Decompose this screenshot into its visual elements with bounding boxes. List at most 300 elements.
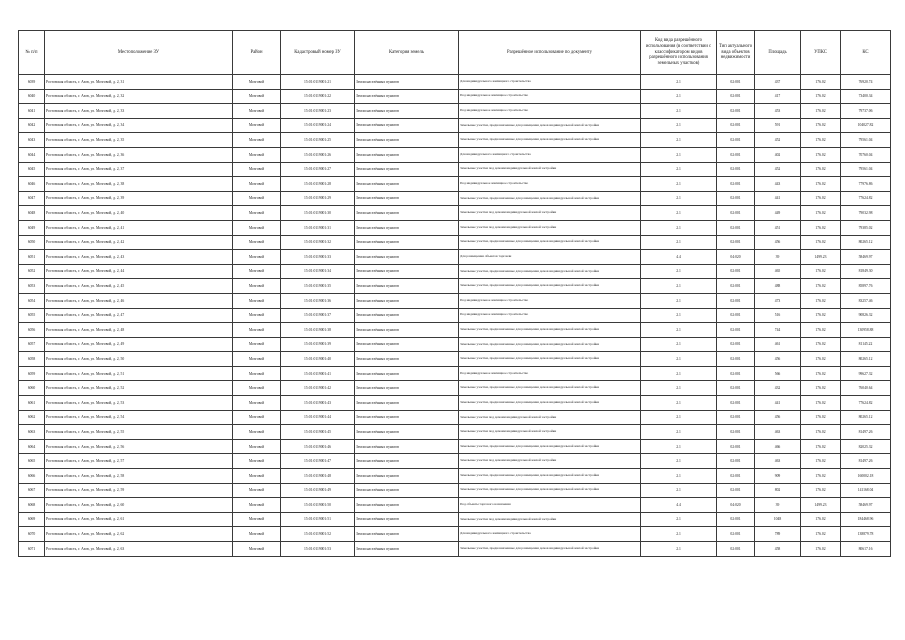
row-use-code: 2.1 xyxy=(641,542,717,557)
row-upks: 176.02 xyxy=(801,396,841,411)
table-row xyxy=(19,483,891,498)
header-use-code: Код вида разрешённого использования (в соответствии с классификатором видов разрешённого использования земельных участков) xyxy=(641,31,717,75)
row-area: 417 xyxy=(755,89,801,104)
row-ks: 79737.06 xyxy=(841,104,891,119)
row-number: 6052 xyxy=(19,264,45,279)
row-upks: 176.02 xyxy=(801,308,841,323)
row-area: 591 xyxy=(755,118,801,133)
row-district: Мозговой xyxy=(233,75,281,90)
row-object-type: 02:001 xyxy=(717,89,755,104)
row-use-code: 2.1 xyxy=(641,206,717,221)
row-use-code: 2.1 xyxy=(641,483,717,498)
row-land-category: Земли населённых пунктов xyxy=(355,279,459,294)
row-number: 6051 xyxy=(19,250,45,265)
row-cadastral-number: 15:01:0119001:44 xyxy=(281,410,355,425)
row-land-category: Земли населённых пунктов xyxy=(355,104,459,119)
row-use-code: 2.1 xyxy=(641,220,717,235)
row-ks: 138879.78 xyxy=(841,527,891,542)
row-location: Ростовская область, г. Азов, ул. Мозговой, д. 2, 54 xyxy=(45,410,233,425)
row-upks: 176.02 xyxy=(801,104,841,119)
row-land-category: Земли населённых пунктов xyxy=(355,527,459,542)
row-number: 6067 xyxy=(19,483,45,498)
row-location: Ростовская область, г. Азов, ул. Мозговой, д. 2, 33 xyxy=(45,104,233,119)
row-use-code: 2.1 xyxy=(641,512,717,527)
row-location: Ростовская область, г. Азов, ул. Мозговой, д. 2, 48 xyxy=(45,323,233,338)
row-ks: 83257.46 xyxy=(841,293,891,308)
row-area: 516 xyxy=(755,308,801,323)
row-permitted-use: Земельные участки, предназначенные для размещения домов индивидуальной жилой застройки xyxy=(459,118,641,133)
row-location: Ростовская область, г. Азов, ул. Мозговой, д. 2, 52 xyxy=(45,381,233,396)
row-area: 909 xyxy=(755,469,801,484)
row-cadastral-number: 15:01:0119001:46 xyxy=(281,439,355,454)
row-use-code: 2.1 xyxy=(641,147,717,162)
table-row xyxy=(19,118,891,133)
row-permitted-use: Земельные участки, предназначенные для размещения домов индивидуальной жилой застройки xyxy=(459,381,641,396)
table-row xyxy=(19,527,891,542)
row-district: Мозговой xyxy=(233,264,281,279)
row-ks: 90826.32 xyxy=(841,308,891,323)
row-area: 463 xyxy=(755,425,801,440)
row-number: 6061 xyxy=(19,396,45,411)
row-land-category: Земли населённых пунктов xyxy=(355,89,459,104)
row-land-category: Земли населённых пунктов xyxy=(355,542,459,557)
row-object-type: 02:001 xyxy=(717,381,755,396)
row-cadastral-number: 15:01:0119001:40 xyxy=(281,352,355,367)
row-object-type: 02:001 xyxy=(717,323,755,338)
row-permitted-use: Земельные участки под домами индивидуальной жилой застройки xyxy=(459,410,641,425)
row-land-category: Земли населённых пунктов xyxy=(355,323,459,338)
row-area: 452 xyxy=(755,162,801,177)
table-row xyxy=(19,337,891,352)
row-district: Мозговой xyxy=(233,308,281,323)
row-location: Ростовская область, г. Азов, ул. Мозговой, д. 2, 31 xyxy=(45,75,233,90)
row-ks: 104027.82 xyxy=(841,118,891,133)
row-use-code: 2.1 xyxy=(641,162,717,177)
row-district: Мозговой xyxy=(233,104,281,119)
row-cadastral-number: 15:01:0119001:53 xyxy=(281,542,355,557)
row-area: 449 xyxy=(755,206,801,221)
row-location: Ростовская область, г. Азов, ул. Мозговой, д. 2, 63 xyxy=(45,542,233,557)
row-location: Ростовская область, г. Азов, ул. Мозговой, д. 2, 39 xyxy=(45,191,233,206)
row-district: Мозговой xyxy=(233,425,281,440)
table-row xyxy=(19,104,891,119)
row-upks: 176.02 xyxy=(801,206,841,221)
row-number: 6064 xyxy=(19,439,45,454)
row-number: 6066 xyxy=(19,469,45,484)
table-row xyxy=(19,133,891,148)
row-object-type: 02:001 xyxy=(717,162,755,177)
row-location: Ростовская область, г. Азов, ул. Мозговой, д. 2, 42 xyxy=(45,235,233,250)
row-district: Мозговой xyxy=(233,439,281,454)
row-ks: 73400.34 xyxy=(841,89,891,104)
row-use-code: 2.1 xyxy=(641,439,717,454)
row-number: 6039 xyxy=(19,75,45,90)
row-ks: 81849.30 xyxy=(841,264,891,279)
row-ks: 160002.18 xyxy=(841,469,891,484)
row-object-type: 04:020 xyxy=(717,250,755,265)
row-district: Мозговой xyxy=(233,89,281,104)
row-object-type: 04:020 xyxy=(717,498,755,513)
row-number: 6068 xyxy=(19,498,45,513)
row-cadastral-number: 15:01:0119001:21 xyxy=(281,75,355,90)
row-number: 6065 xyxy=(19,454,45,469)
row-upks: 176.02 xyxy=(801,264,841,279)
row-ks: 80265.12 xyxy=(841,352,891,367)
table-row xyxy=(19,308,891,323)
row-upks: 1499.23 xyxy=(801,498,841,513)
row-use-code: 2.1 xyxy=(641,89,717,104)
header-number: № п/п xyxy=(19,31,45,75)
table-row xyxy=(19,293,891,308)
row-permitted-use: Земельные участки под домами индивидуальной жилой застройки xyxy=(459,425,641,440)
row-number: 6069 xyxy=(19,512,45,527)
row-district: Мозговой xyxy=(233,235,281,250)
row-ks: 184468.96 xyxy=(841,512,891,527)
row-land-category: Земли населённых пунктов xyxy=(355,191,459,206)
row-location: Ростовская область, г. Азов, ул. Мозговой, д. 2, 55 xyxy=(45,425,233,440)
row-number: 6060 xyxy=(19,381,45,396)
row-permitted-use: Земельные участки, предназначенные для размещения домов индивидуальной жилой застройки xyxy=(459,483,641,498)
row-use-code: 2.1 xyxy=(641,323,717,338)
row-number: 6054 xyxy=(19,293,45,308)
row-district: Мозговой xyxy=(233,512,281,527)
row-location: Ростовская область, г. Азов, ул. Мозговой, д. 2, 40 xyxy=(45,206,233,221)
row-land-category: Земли населённых пунктов xyxy=(355,425,459,440)
row-district: Мозговой xyxy=(233,483,281,498)
row-permitted-use: Земельные участки, предназначенные для размещения домов индивидуальной жилой застройки xyxy=(459,337,641,352)
row-use-code: 4.4 xyxy=(641,250,717,265)
row-cadastral-number: 15:01:0119001:50 xyxy=(281,498,355,513)
row-ks: 80265.12 xyxy=(841,235,891,250)
row-permitted-use: Земельные участки, предназначенные для размещения домов индивидуальной жилой застройки xyxy=(459,323,641,338)
row-cadastral-number: 15:01:0119001:25 xyxy=(281,133,355,148)
row-permitted-use: Земельные участки под домами индивидуальной жилой застройки xyxy=(459,454,641,469)
row-cadastral-number: 15:01:0119001:51 xyxy=(281,512,355,527)
row-number: 6059 xyxy=(19,366,45,381)
row-ks: 77624.82 xyxy=(841,396,891,411)
row-use-code: 2.1 xyxy=(641,75,717,90)
header-upks: УПКС xyxy=(801,31,841,75)
row-land-category: Земли населённых пунктов xyxy=(355,381,459,396)
row-cadastral-number: 15:01:0119001:45 xyxy=(281,425,355,440)
row-object-type: 02:001 xyxy=(717,396,755,411)
row-permitted-use: Для индивидуального жилищного строительства xyxy=(459,75,641,90)
row-land-category: Земли населённых пунктов xyxy=(355,250,459,265)
row-cadastral-number: 15:01:0119001:31 xyxy=(281,220,355,235)
row-use-code: 2.1 xyxy=(641,337,717,352)
row-land-category: Земли населённых пунктов xyxy=(355,264,459,279)
row-ks: 85897.76 xyxy=(841,279,891,294)
row-cadastral-number: 15:01:0119001:27 xyxy=(281,162,355,177)
table-row xyxy=(19,425,891,440)
row-permitted-use: Для индивидуального жилищного строительства xyxy=(459,147,641,162)
row-location: Ростовская область, г. Азов, ул. Мозговой, д. 2, 57 xyxy=(45,454,233,469)
row-area: 465 xyxy=(755,264,801,279)
row-upks: 176.02 xyxy=(801,542,841,557)
row-location: Ростовская область, г. Азов, ул. Мозговой, д. 2, 41 xyxy=(45,220,233,235)
row-object-type: 02:001 xyxy=(717,483,755,498)
row-location: Ростовская область, г. Азов, ул. Мозговой, д. 2, 45 xyxy=(45,279,233,294)
table-row xyxy=(19,264,891,279)
row-district: Мозговой xyxy=(233,147,281,162)
row-cadastral-number: 15:01:0119001:30 xyxy=(281,206,355,221)
row-use-code: 2.1 xyxy=(641,279,717,294)
table-header-row xyxy=(19,31,891,75)
row-area: 456 xyxy=(755,352,801,367)
register-sheet xyxy=(18,30,890,557)
row-land-category: Земли населённых пунктов xyxy=(355,118,459,133)
header-permitted-use: Разрешённое использование по документу xyxy=(459,31,641,75)
row-cadastral-number: 15:01:0119001:23 xyxy=(281,104,355,119)
row-district: Мозговой xyxy=(233,206,281,221)
row-ks: 99627.32 xyxy=(841,366,891,381)
row-number: 6047 xyxy=(19,191,45,206)
row-location: Ростовская область, г. Азов, ул. Мозговой, д. 2, 56 xyxy=(45,439,233,454)
row-upks: 1499.23 xyxy=(801,250,841,265)
row-permitted-use: Земельные участки, предназначенные для размещения домов индивидуальной жилой застройки xyxy=(459,542,641,557)
row-permitted-use: Земельные участки, предназначенные для размещения домов индивидуальной жилой застройки xyxy=(459,279,641,294)
row-area: 451 xyxy=(755,220,801,235)
table-row xyxy=(19,191,891,206)
row-object-type: 02:001 xyxy=(717,264,755,279)
row-number: 6043 xyxy=(19,133,45,148)
row-district: Мозговой xyxy=(233,323,281,338)
table-row xyxy=(19,147,891,162)
row-ks: 141168.04 xyxy=(841,483,891,498)
row-number: 6055 xyxy=(19,308,45,323)
row-cadastral-number: 15:01:0119001:52 xyxy=(281,527,355,542)
table-row xyxy=(19,542,891,557)
header-location: Местоположение ЗУ xyxy=(45,31,233,75)
row-upks: 176.02 xyxy=(801,279,841,294)
row-object-type: 02:001 xyxy=(717,293,755,308)
row-area: 437 xyxy=(755,75,801,90)
row-upks: 176.02 xyxy=(801,220,841,235)
row-district: Мозговой xyxy=(233,396,281,411)
row-land-category: Земли населённых пунктов xyxy=(355,75,459,90)
header-ks: КС xyxy=(841,31,891,75)
row-number: 6042 xyxy=(19,118,45,133)
row-use-code: 2.1 xyxy=(641,454,717,469)
row-permitted-use: Под объекты торгового назначения xyxy=(459,498,641,513)
row-upks: 176.02 xyxy=(801,177,841,192)
row-district: Мозговой xyxy=(233,527,281,542)
row-land-category: Земли населённых пунктов xyxy=(355,352,459,367)
row-upks: 176.02 xyxy=(801,191,841,206)
row-land-category: Земли населённых пунктов xyxy=(355,293,459,308)
row-location: Ростовская область, г. Азов, ул. Мозговой, д. 2, 51 xyxy=(45,366,233,381)
row-number: 6057 xyxy=(19,337,45,352)
row-upks: 176.02 xyxy=(801,425,841,440)
row-object-type: 02:001 xyxy=(717,118,755,133)
row-land-category: Земли населённых пунктов xyxy=(355,366,459,381)
table-row xyxy=(19,366,891,381)
row-ks: 79561.04 xyxy=(841,162,891,177)
header-land-category: Категория земель xyxy=(355,31,459,75)
row-number: 6044 xyxy=(19,147,45,162)
row-object-type: 02:001 xyxy=(717,337,755,352)
row-permitted-use: Под индивидуальное жилищное строительство xyxy=(459,366,641,381)
row-cadastral-number: 15:01:0119001:48 xyxy=(281,469,355,484)
row-object-type: 02:001 xyxy=(717,366,755,381)
row-ks: 79385.02 xyxy=(841,220,891,235)
row-upks: 176.02 xyxy=(801,469,841,484)
table-row xyxy=(19,220,891,235)
row-ks: 80265.12 xyxy=(841,410,891,425)
row-permitted-use: Под индивидуальное жилищное строительство xyxy=(459,293,641,308)
row-upks: 176.02 xyxy=(801,162,841,177)
row-location: Ростовская область, г. Азов, ул. Мозговой, д. 2, 50 xyxy=(45,352,233,367)
table-row xyxy=(19,512,891,527)
row-use-code: 4.4 xyxy=(641,498,717,513)
table-row xyxy=(19,410,891,425)
row-land-category: Земли населённых пунктов xyxy=(355,498,459,513)
row-cadastral-number: 15:01:0119001:37 xyxy=(281,308,355,323)
row-ks: 77624.82 xyxy=(841,191,891,206)
row-upks: 176.02 xyxy=(801,381,841,396)
row-ks: 81497.26 xyxy=(841,425,891,440)
row-number: 6056 xyxy=(19,323,45,338)
row-land-category: Земли населённых пунктов xyxy=(355,512,459,527)
row-number: 6041 xyxy=(19,104,45,119)
row-use-code: 2.1 xyxy=(641,177,717,192)
row-area: 789 xyxy=(755,527,801,542)
header-district: Район xyxy=(233,31,281,75)
row-area: 443 xyxy=(755,177,801,192)
row-district: Мозговой xyxy=(233,293,281,308)
row-number: 6070 xyxy=(19,527,45,542)
row-cadastral-number: 15:01:0119001:35 xyxy=(281,279,355,294)
row-location: Ростовская область, г. Азов, ул. Мозговой, д. 2, 43 xyxy=(45,250,233,265)
row-cadastral-number: 15:01:0119001:39 xyxy=(281,337,355,352)
row-ks: 81497.26 xyxy=(841,454,891,469)
row-ks: 80617.16 xyxy=(841,542,891,557)
row-land-category: Земли населённых пунктов xyxy=(355,308,459,323)
row-location: Ростовская область, г. Азов, ул. Мозговой, д. 2, 44 xyxy=(45,264,233,279)
row-land-category: Земли населённых пунктов xyxy=(355,439,459,454)
row-number: 6058 xyxy=(19,352,45,367)
row-area: 402 xyxy=(755,147,801,162)
row-cadastral-number: 15:01:0119001:26 xyxy=(281,147,355,162)
row-object-type: 02:001 xyxy=(717,454,755,469)
row-location: Ростовская область, г. Азов, ул. Мозговой, д. 2, 34 xyxy=(45,118,233,133)
row-land-category: Земли населённых пунктов xyxy=(355,162,459,177)
row-object-type: 02:001 xyxy=(717,104,755,119)
row-object-type: 02:001 xyxy=(717,75,755,90)
row-permitted-use: Земельные участки, предназначенные для размещения домов индивидуальной жилой застройки xyxy=(459,396,641,411)
header-object-type: Тип актуального вида объектов недвижимости xyxy=(717,31,755,75)
row-permitted-use: Земельные участки, предназначенные для размещения домов индивидуальной жилой застройки xyxy=(459,235,641,250)
row-area: 453 xyxy=(755,104,801,119)
table-row xyxy=(19,454,891,469)
row-area: 473 xyxy=(755,293,801,308)
row-ks: 58469.97 xyxy=(841,498,891,513)
cadastral-register-table xyxy=(18,30,891,557)
row-upks: 176.02 xyxy=(801,410,841,425)
row-cadastral-number: 15:01:0119001:32 xyxy=(281,235,355,250)
row-district: Мозговой xyxy=(233,469,281,484)
row-district: Мозговой xyxy=(233,118,281,133)
row-upks: 176.02 xyxy=(801,439,841,454)
row-permitted-use: Земельные участки, предназначенные для размещения домов индивидуальной жилой застройки xyxy=(459,439,641,454)
row-use-code: 2.1 xyxy=(641,381,717,396)
row-use-code: 2.1 xyxy=(641,118,717,133)
row-cadastral-number: 15:01:0119001:29 xyxy=(281,191,355,206)
row-land-category: Земли населённых пунктов xyxy=(355,147,459,162)
row-use-code: 2.1 xyxy=(641,264,717,279)
row-number: 6050 xyxy=(19,235,45,250)
row-permitted-use: Земельные участки, предназначенные для размещения домов индивидуальной жилой застройки xyxy=(459,191,641,206)
row-upks: 176.02 xyxy=(801,293,841,308)
row-upks: 176.02 xyxy=(801,527,841,542)
row-cadastral-number: 15:01:0119001:33 xyxy=(281,250,355,265)
row-land-category: Земли населённых пунктов xyxy=(355,177,459,192)
row-cadastral-number: 15:01:0119001:43 xyxy=(281,396,355,411)
row-location: Ростовская область, г. Азов, ул. Мозговой, д. 2, 32 xyxy=(45,89,233,104)
row-permitted-use: Земельные участки, предназначенные для размещения домов индивидуальной жилой застройки xyxy=(459,264,641,279)
row-land-category: Земли населённых пунктов xyxy=(355,206,459,221)
row-land-category: Земли населённых пунктов xyxy=(355,483,459,498)
row-district: Мозговой xyxy=(233,250,281,265)
row-area: 1048 xyxy=(755,512,801,527)
row-permitted-use: Земельные участки, предназначенные для размещения домов индивидуальной жилой застройки xyxy=(459,133,641,148)
row-district: Мозговой xyxy=(233,177,281,192)
row-upks: 176.02 xyxy=(801,512,841,527)
row-use-code: 2.1 xyxy=(641,293,717,308)
row-land-category: Земли населённых пунктов xyxy=(355,337,459,352)
row-land-category: Земли населённых пунктов xyxy=(355,396,459,411)
row-district: Мозговой xyxy=(233,542,281,557)
row-object-type: 02:001 xyxy=(717,439,755,454)
row-permitted-use: Земельные участки под домами индивидуальной жилой застройки xyxy=(459,512,641,527)
row-cadastral-number: 15:01:0119001:34 xyxy=(281,264,355,279)
row-permitted-use: Под индивидуальное жилищное строительство xyxy=(459,104,641,119)
row-upks: 176.02 xyxy=(801,352,841,367)
row-ks: 70760.04 xyxy=(841,147,891,162)
row-object-type: 02:001 xyxy=(717,352,755,367)
header-area: Площадь xyxy=(755,31,801,75)
row-area: 566 xyxy=(755,366,801,381)
row-use-code: 2.1 xyxy=(641,191,717,206)
row-number: 6046 xyxy=(19,177,45,192)
row-land-category: Земли населённых пунктов xyxy=(355,133,459,148)
row-upks: 176.02 xyxy=(801,147,841,162)
row-use-code: 2.1 xyxy=(641,352,717,367)
row-permitted-use: Под индивидуальное жилищное строительство xyxy=(459,177,641,192)
row-district: Мозговой xyxy=(233,366,281,381)
row-permitted-use: Для размещения объектов торговли xyxy=(459,250,641,265)
row-object-type: 02:001 xyxy=(717,191,755,206)
row-district: Мозговой xyxy=(233,454,281,469)
row-permitted-use: Земельные участки, предназначенные для размещения домов индивидуальной жилой застройки xyxy=(459,469,641,484)
table-row xyxy=(19,469,891,484)
row-ks: 76040.64 xyxy=(841,381,891,396)
row-location: Ростовская область, г. Азов, ул. Мозговой, д. 2, 37 xyxy=(45,162,233,177)
row-area: 432 xyxy=(755,381,801,396)
row-district: Мозговой xyxy=(233,498,281,513)
row-use-code: 2.1 xyxy=(641,366,717,381)
row-ks: 77976.86 xyxy=(841,177,891,192)
row-district: Мозговой xyxy=(233,381,281,396)
row-land-category: Земли населённых пунктов xyxy=(355,235,459,250)
row-use-code: 2.1 xyxy=(641,133,717,148)
row-object-type: 02:001 xyxy=(717,206,755,221)
row-object-type: 02:001 xyxy=(717,542,755,557)
row-location: Ростовская область, г. Азов, ул. Мозговой, д. 2, 36 xyxy=(45,147,233,162)
row-use-code: 2.1 xyxy=(641,425,717,440)
table-row xyxy=(19,177,891,192)
row-number: 6063 xyxy=(19,425,45,440)
